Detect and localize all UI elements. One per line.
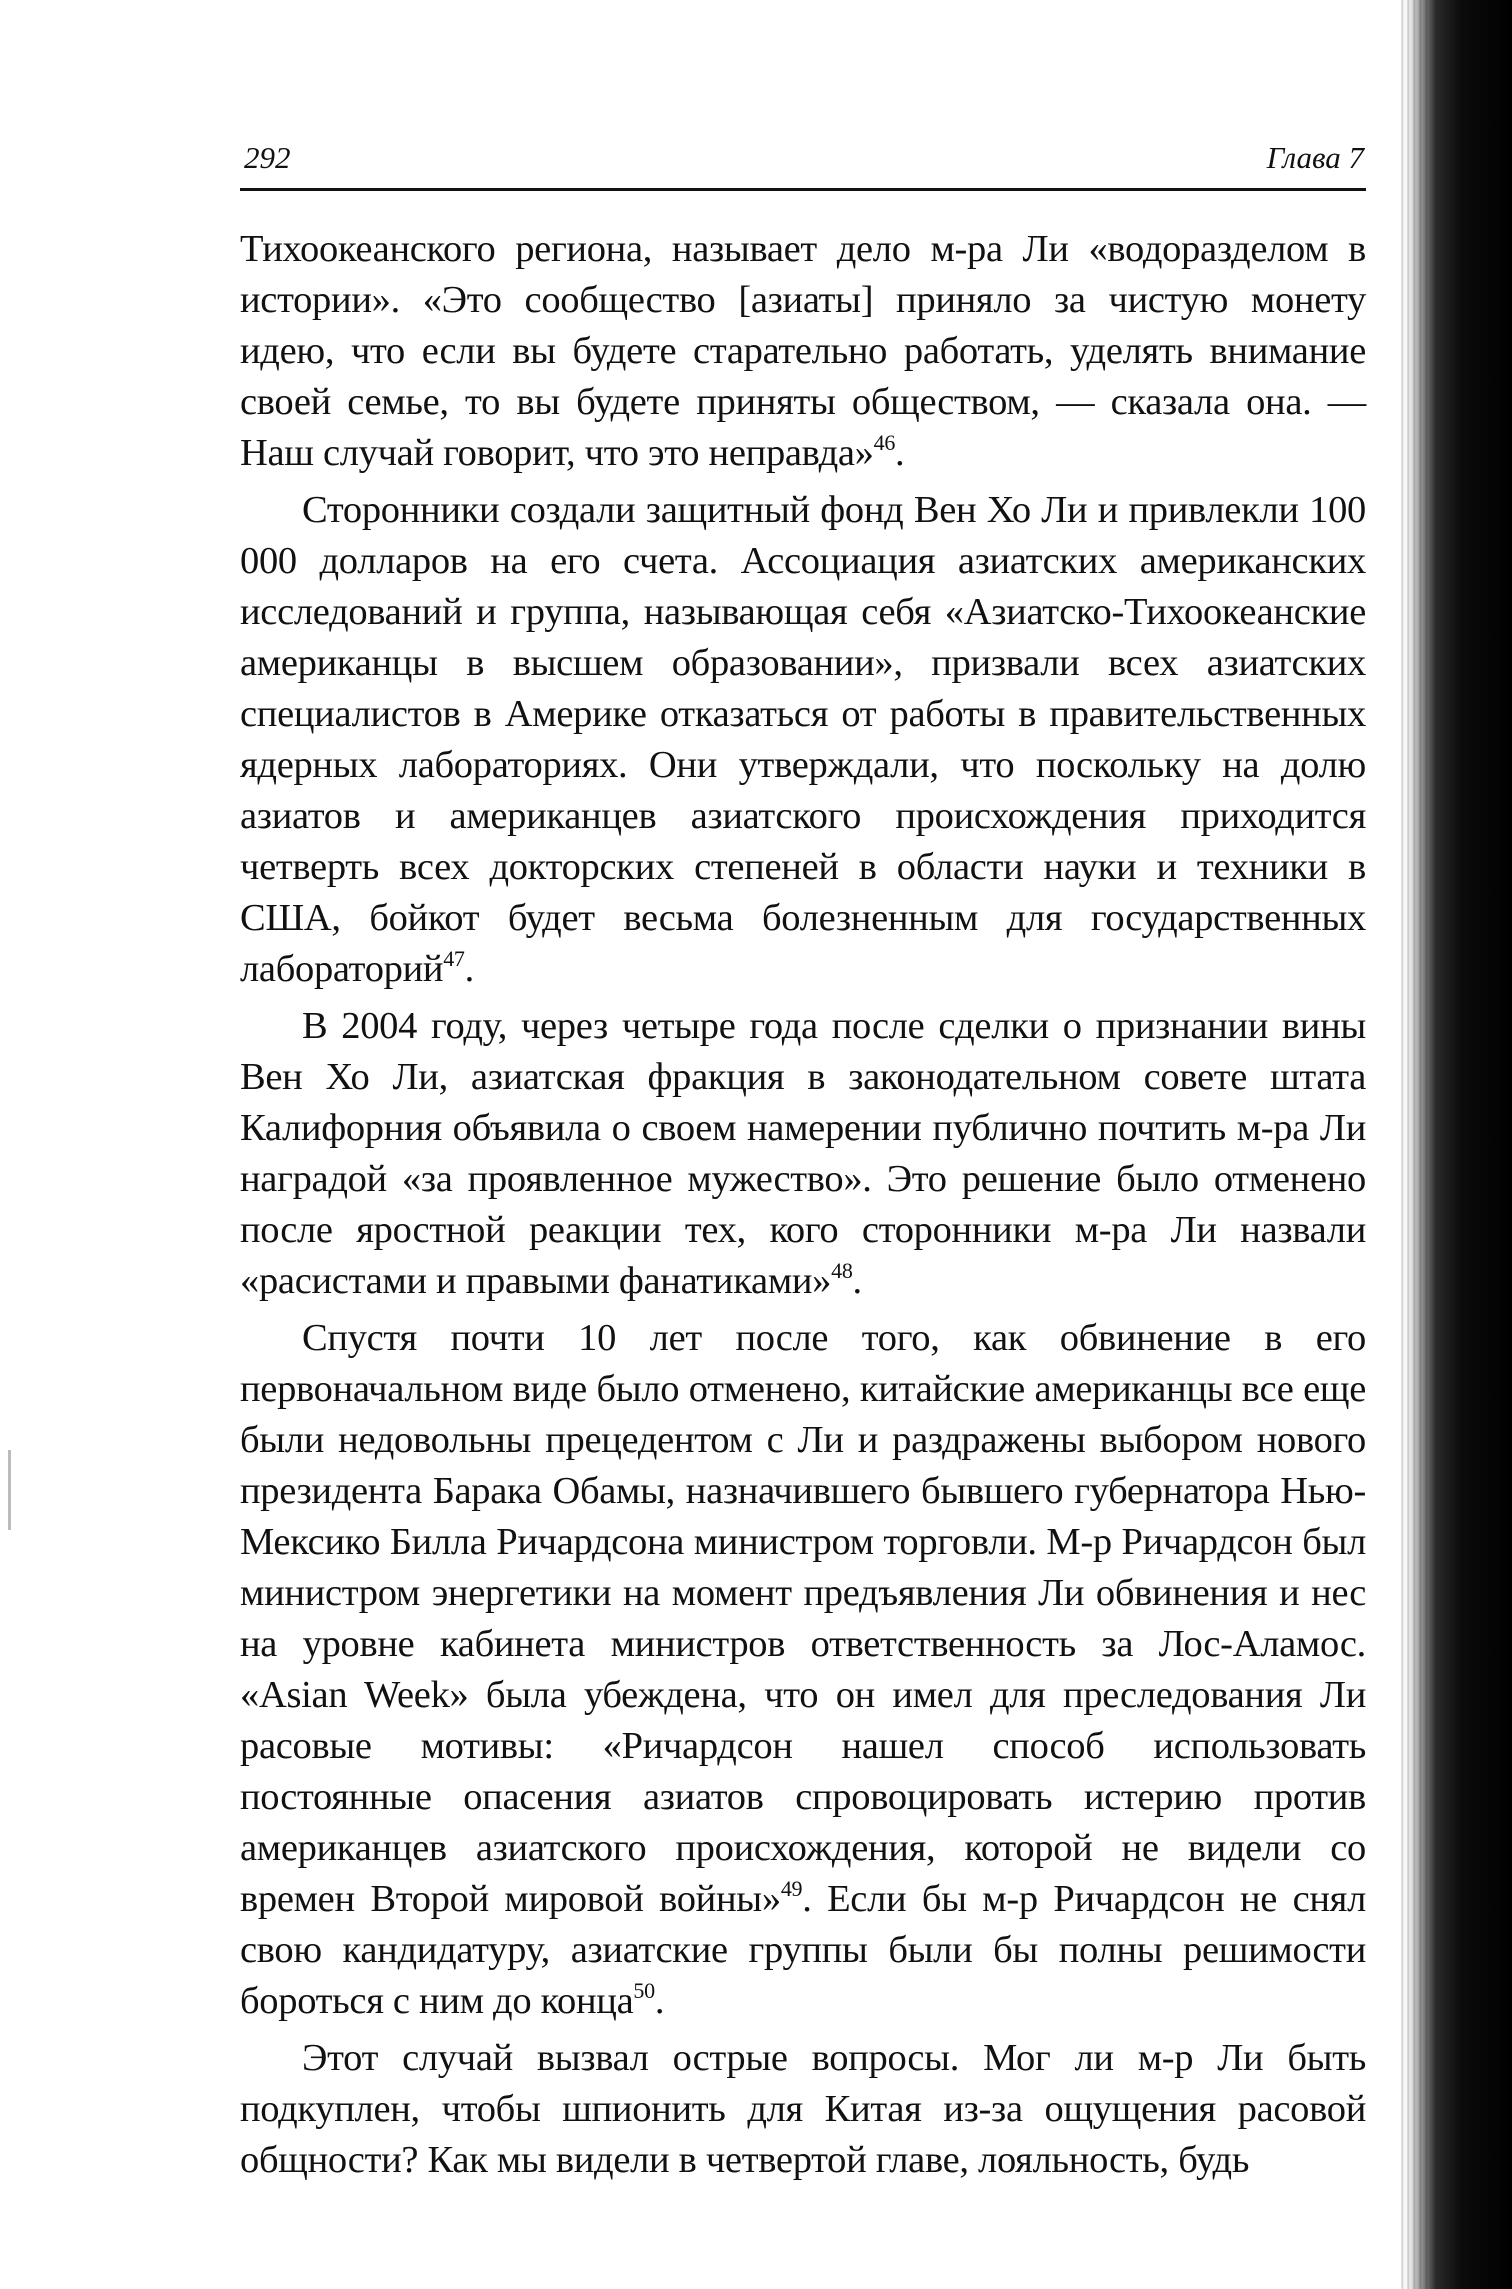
body-text	[240, 224, 1366, 2192]
footnote-ref-48: 48	[831, 1258, 853, 1283]
paragraph-4-text: Спустя почти 10 лет после того, как обвинение в его первоначальном виде было отменено, китайские американцы все еще были недовольны прецедентом с Ли и раздражены выбором нового президента Барака Обамы, назначившего бывшего губернатора Нью-Мексико Билла Ричардсона министром торговли. М-р Ричардсон был министром энергетики на момент предъявления Ли обвинения и нес на уровне кабинета министров ответственность за Лос-Аламос. «Asian Week» была убеждена, что он имел для преследования Ли расовые мотивы: «Ричардсон нашел способ использовать постоянные опасения азиатов спровоцировать истерию против американцев азиатского происхождения, которой не видели со времен Второй мировой войны»	[240, 1317, 1366, 1920]
paragraph-1-text: Тихоокеанского региона, называет дело м-ра Ли «водоразделом в истории». «Это сообщество [азиаты] приняло за чистую монету идею, что если вы будете старательно работать, уделять внимание своей семье, то вы будете приняты обществом, — сказала она. — Наш случай говорит, что это неправда»	[240, 228, 1366, 474]
paragraph-4-tail2: .	[654, 1980, 665, 2022]
spine-texture	[1398, 0, 1428, 2289]
paragraph-4	[240, 1313, 1366, 2027]
paragraph-2	[240, 485, 1366, 995]
paragraph-5	[240, 2033, 1366, 2186]
footnote-ref-47: 47	[443, 946, 465, 971]
paragraph-3	[240, 1001, 1366, 1307]
page-number: 292	[244, 140, 291, 175]
running-header	[240, 138, 1366, 191]
footnote-ref-50: 50	[633, 1978, 655, 2003]
paragraph-1	[240, 224, 1366, 479]
footnote-ref-46: 46	[873, 430, 896, 455]
chapter-title: Глава 7	[1266, 140, 1364, 175]
paragraph-2-tail: .	[464, 948, 474, 990]
paragraph-5-text: Этот случай вызвал острые вопросы. Мог ли м-р Ли быть подкуплен, чтобы шпионить для Китая из-за ощущения расовой общности? Как мы видели в четвертой главе, лояльность, будь	[240, 2037, 1366, 2181]
paragraph-3-tail: .	[852, 1260, 862, 1302]
paragraph-2-text: Сторонники создали защитный фонд Вен Хо Ли и привлекли 100 000 долларов на его счета. Ассоциация азиатских американских исследований и группа, называющая себя «Азиатско-Тихоокеанские американцы в высшем образовании», призвали всех азиатских специалистов в Америке отказаться от работы в правительственных ядерных лабораториях. Они утверждали, что поскольку на долю азиатов и американцев азиатского происхождения приходится четверть всех докторских степеней в области науки и техники в США, бойкот будет весьма болезненным для государственных лабораторий	[240, 489, 1366, 990]
paragraph-3-text: В 2004 году, через четыре года после сделки о признании вины Вен Хо Ли, азиатская фракция в законодательном совете штата Калифорния объявила о своем намерении публично почтить м-ра Ли наградой «за проявленное мужество». Это решение было отменено после яростной реакции тех, кого сторонники м-ра Ли назвали «расистами и правыми фанатиками»	[240, 1005, 1366, 1302]
paragraph-4-tail: . Если бы м-р Ричардсон не снял свою кандидатуру, азиатские группы были бы полны решимости бороться с ним до конца	[240, 1878, 1367, 2022]
scan-edge-mark	[8, 1450, 11, 1530]
footnote-ref-49: 49	[780, 1876, 803, 1901]
paragraph-1-tail: .	[895, 432, 905, 474]
